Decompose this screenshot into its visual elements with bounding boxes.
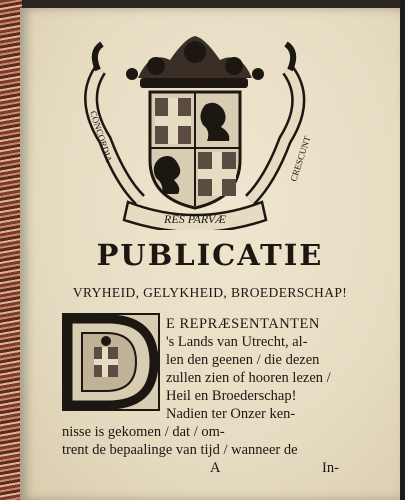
coat-of-arms-emblem	[60, 30, 330, 230]
cross-quarter-icon	[155, 98, 191, 144]
body-line-7: nisse is gekomen / dat / om-	[62, 424, 225, 440]
catchword: In-	[322, 460, 339, 476]
page-title: PUBLICATIE	[96, 238, 324, 272]
body-line-8: trent de bepaalinge van tijd / wanneer de	[62, 442, 298, 458]
body-line-2: 's Lands van Utrecht, al-	[166, 334, 308, 350]
body-line-1: E REPRÆSENTANTEN	[166, 316, 320, 332]
body-line-6: Nadien ter Onzer ken-	[166, 406, 296, 422]
motto-line: VRYHEID, GELYKHEID, BROEDERSCHAP!	[72, 285, 348, 300]
body-line-3: len den geenen / die dezen	[166, 352, 320, 368]
body-line-5: Heil en Broederschap!	[166, 388, 297, 404]
motto-right-text: CRESCUNT	[288, 134, 313, 183]
motto-left-text: CONCORDIA	[88, 109, 115, 164]
body-line-4: zullen zien of hooren lezen /	[166, 370, 331, 386]
banner-text: RES PARVÆ	[164, 212, 226, 226]
cross-lower-quarter-icon	[198, 152, 236, 196]
crown-icon	[126, 36, 264, 88]
signature-mark: A	[210, 460, 221, 476]
page-right-edge	[400, 0, 405, 500]
decorated-dropcap	[62, 313, 160, 411]
marbled-binding-edge	[0, 0, 22, 500]
